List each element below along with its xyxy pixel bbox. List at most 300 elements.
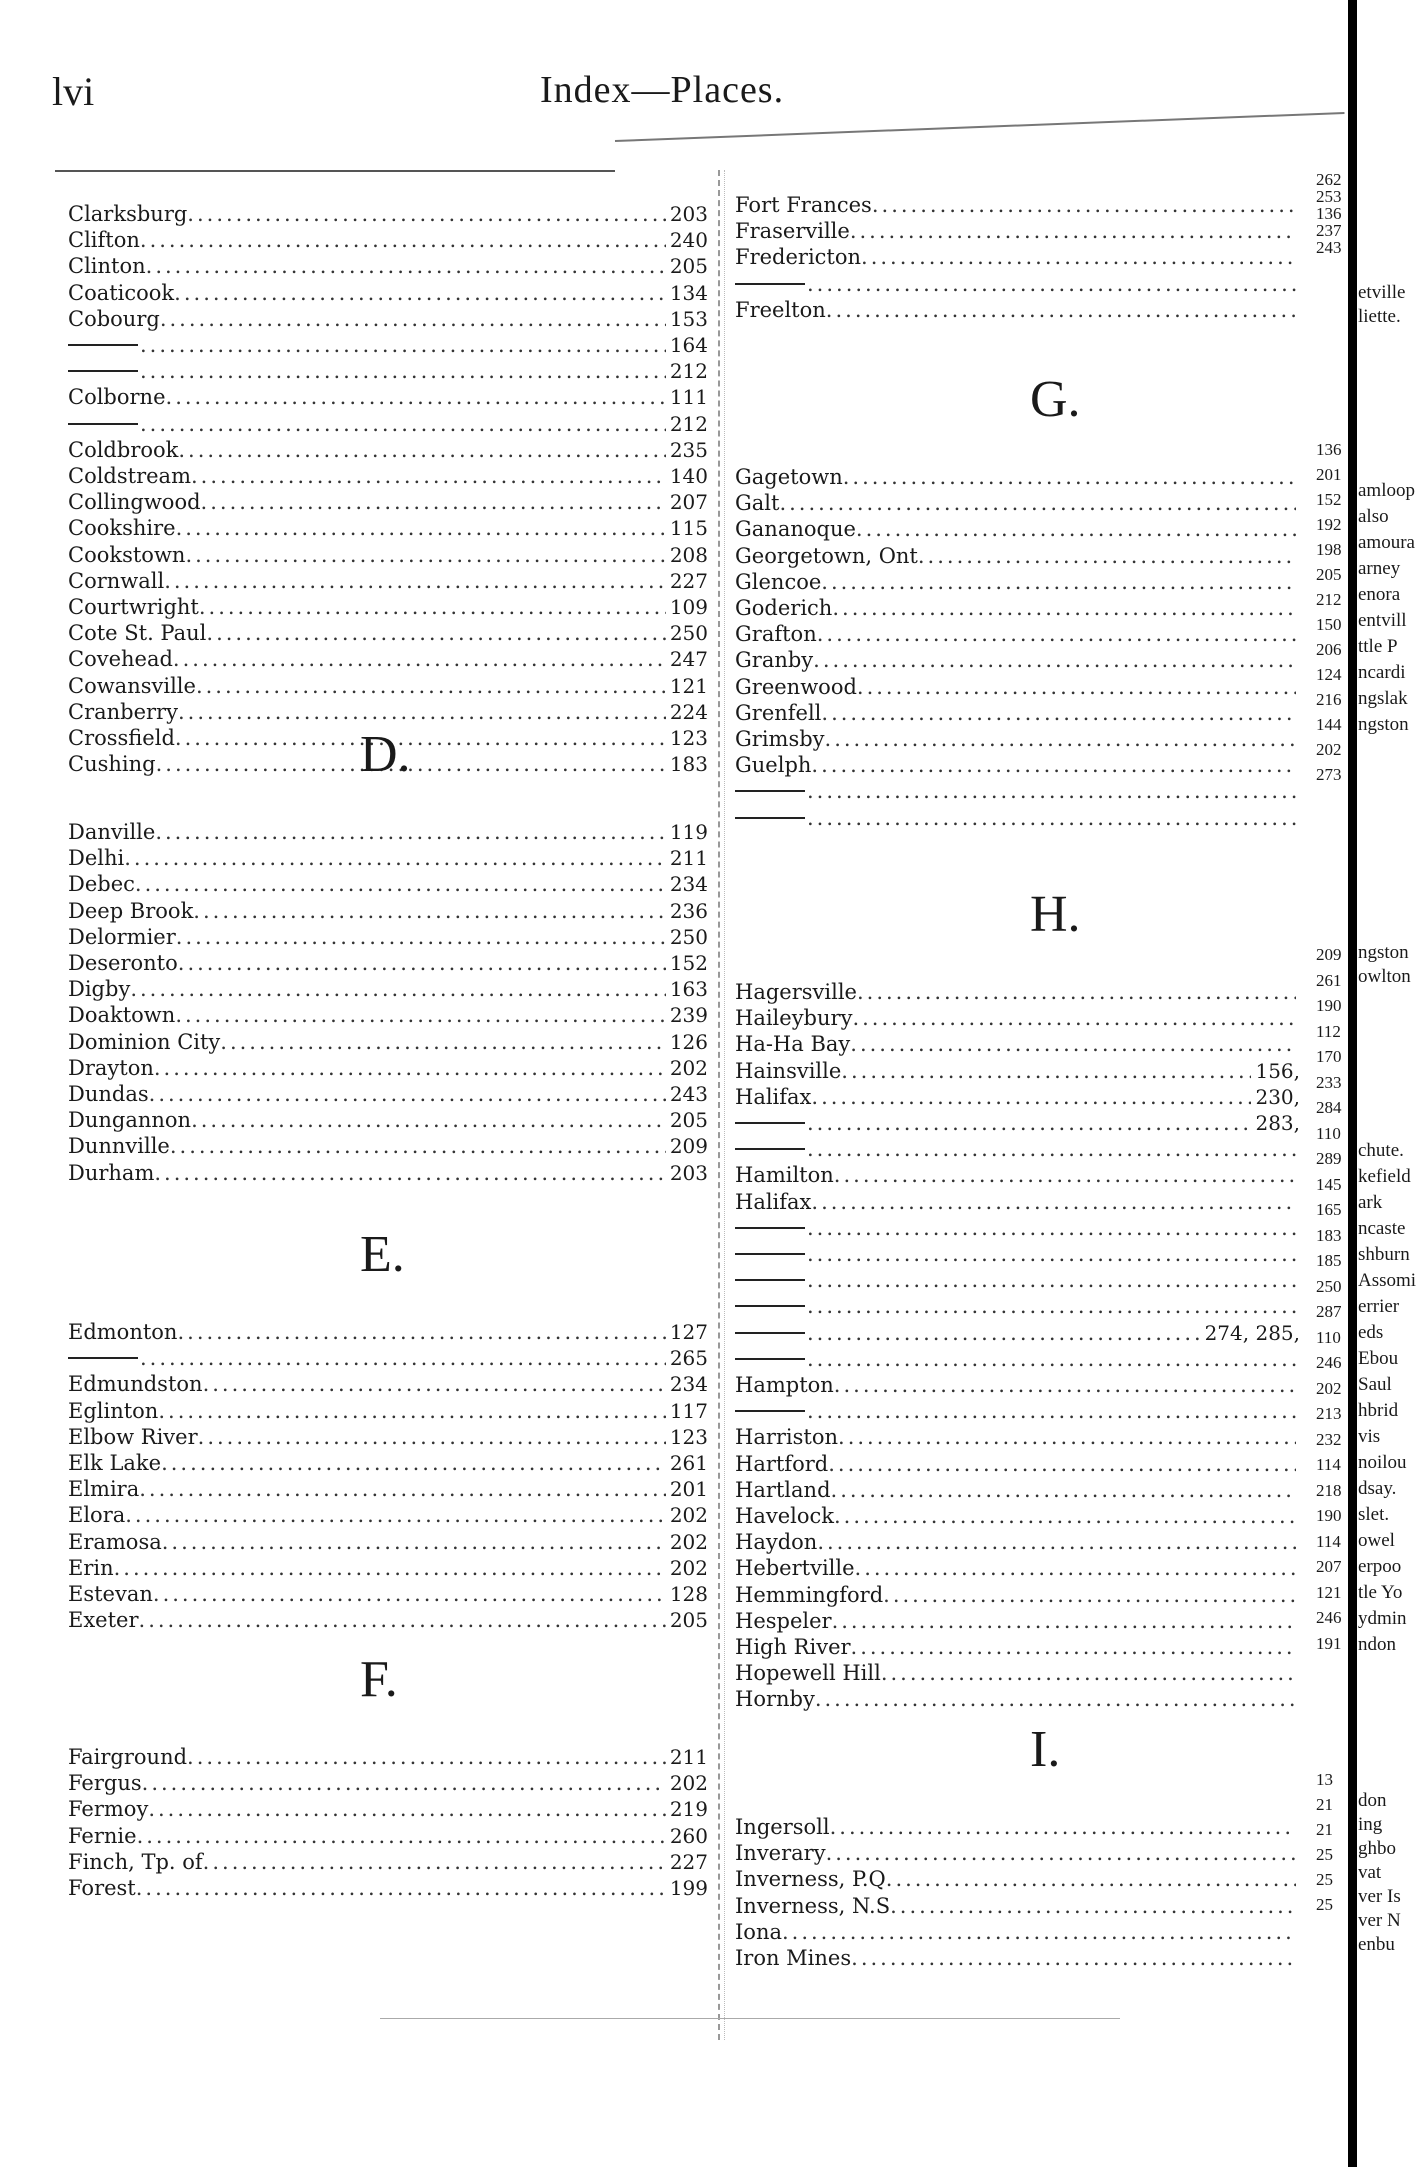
index-entry bbox=[68, 1608, 708, 1633]
dot-leader bbox=[196, 674, 666, 699]
index-entry bbox=[735, 1294, 1300, 1319]
entry-page-number: 203 bbox=[669, 1160, 708, 1185]
entry-page-number: 205 bbox=[669, 254, 708, 279]
entry-name: Dundas bbox=[68, 1082, 149, 1106]
index-entry bbox=[68, 1797, 708, 1822]
entry-name: Grenfell bbox=[735, 700, 822, 725]
edge-page-number: 152 bbox=[1316, 490, 1342, 509]
edge-text-fragment: owel bbox=[1358, 1530, 1395, 1551]
edge-page-number: 213 bbox=[1316, 1404, 1342, 1423]
entry-name: Doaktown bbox=[68, 1003, 176, 1028]
index-entry bbox=[68, 1161, 708, 1186]
edge-page-number: 202 bbox=[1316, 1378, 1342, 1398]
edge-text-fragment: ndon bbox=[1358, 1634, 1396, 1655]
entry-name: Dunnville bbox=[68, 1134, 170, 1159]
index-entry bbox=[68, 1876, 708, 1901]
index-entry bbox=[735, 1268, 1300, 1293]
entry-page-number: 205 bbox=[669, 1108, 708, 1133]
footer-rule bbox=[380, 2018, 1120, 2019]
header-rule bbox=[55, 170, 615, 172]
edge-page-number: 25 bbox=[1316, 1895, 1333, 1914]
entry-page-number: 207 bbox=[669, 490, 708, 515]
dot-leader bbox=[139, 1608, 666, 1633]
entry-name: Freelton bbox=[735, 297, 826, 322]
entry-page-number: 274, 285, bbox=[1204, 1320, 1300, 1345]
edge-page-number: 237 bbox=[1316, 221, 1342, 240]
index-entry bbox=[735, 298, 1300, 323]
index-entry bbox=[735, 219, 1300, 244]
entry-name: Crossfield bbox=[68, 726, 175, 750]
index-entry bbox=[735, 1452, 1300, 1477]
edge-page-number: 190 bbox=[1316, 996, 1342, 1015]
dot-leader bbox=[807, 1347, 1296, 1372]
dot-leader bbox=[857, 980, 1296, 1005]
dot-leader bbox=[177, 1320, 665, 1345]
index-entry bbox=[68, 899, 708, 924]
entry-page-number: 230, bbox=[1255, 1084, 1300, 1109]
dot-leader bbox=[838, 1425, 1296, 1450]
entry-page-number: 247 bbox=[669, 647, 708, 672]
index-entry bbox=[68, 977, 708, 1002]
dot-leader bbox=[148, 1797, 666, 1822]
dot-leader bbox=[779, 491, 1296, 516]
entry-page-number: 211 bbox=[669, 1745, 708, 1769]
entry-name: Fraserville bbox=[735, 219, 850, 244]
entry-name: Dominion City bbox=[68, 1029, 221, 1054]
dot-leader bbox=[139, 1477, 666, 1502]
edge-page-number: 121 bbox=[1316, 1582, 1342, 1602]
index-entry bbox=[735, 1137, 1300, 1162]
entry-page-number: 153 bbox=[669, 306, 708, 331]
edge-text-fragment: arney bbox=[1358, 558, 1401, 579]
entry-name: Fairground bbox=[68, 1745, 188, 1769]
index-entry bbox=[735, 1920, 1300, 1945]
entry-name: Hartford bbox=[735, 1451, 829, 1476]
dot-leader bbox=[187, 1745, 666, 1770]
entry-name: High River bbox=[735, 1635, 851, 1659]
dot-leader bbox=[831, 1478, 1296, 1503]
index-entry bbox=[68, 1745, 708, 1770]
edge-text-fragment: ngston bbox=[1358, 942, 1409, 963]
index-entry bbox=[68, 385, 708, 410]
dot-leader bbox=[156, 752, 666, 777]
edge-page-number: 165 bbox=[1316, 1200, 1342, 1219]
edge-text-fragment: shburn bbox=[1358, 1244, 1410, 1265]
index-entry bbox=[735, 648, 1300, 673]
edge-text-fragment: hbrid bbox=[1358, 1400, 1399, 1421]
entry-name: Deep Brook bbox=[68, 898, 194, 923]
dot-leader bbox=[140, 1346, 666, 1371]
ditto-dash bbox=[735, 817, 805, 819]
entry-name: Coaticook bbox=[68, 280, 175, 305]
header-rule-right bbox=[615, 112, 1345, 142]
dot-leader bbox=[834, 1163, 1296, 1188]
edge-text-fragment: ncaste bbox=[1358, 1218, 1406, 1239]
entry-page-number: 236 bbox=[669, 898, 708, 923]
edge-page-number: 170 bbox=[1316, 1047, 1342, 1066]
dot-leader bbox=[164, 569, 666, 594]
ditto-dash bbox=[735, 1305, 805, 1307]
dot-leader bbox=[851, 1946, 1296, 1971]
index-entry bbox=[68, 1824, 708, 1849]
ditto-dash bbox=[735, 1253, 805, 1255]
edge-text-fragment: Saul bbox=[1358, 1374, 1392, 1395]
column-divider-inner bbox=[724, 170, 725, 2040]
entry-name: Hartland bbox=[735, 1477, 831, 1502]
index-entry bbox=[735, 465, 1300, 490]
entry-page-number: 128 bbox=[669, 1582, 708, 1606]
entry-name: Clinton bbox=[68, 254, 146, 279]
dot-leader bbox=[124, 846, 666, 871]
index-entry bbox=[68, 647, 708, 672]
index-entry bbox=[68, 1451, 708, 1476]
index-entry bbox=[735, 675, 1300, 700]
edge-page-number: 205 bbox=[1316, 565, 1342, 584]
index-entry bbox=[68, 438, 708, 463]
index-entry bbox=[68, 1771, 708, 1796]
entry-name: Eramosa bbox=[68, 1529, 162, 1554]
edge-page-number: 112 bbox=[1316, 1021, 1341, 1041]
edge-text-fragment: ark bbox=[1358, 1192, 1383, 1213]
edge-text-fragment: amloop bbox=[1358, 480, 1415, 501]
edge-page-number: 253 bbox=[1316, 187, 1342, 206]
entry-page-number: 250 bbox=[669, 924, 708, 949]
entry-name: Halifax bbox=[735, 1084, 812, 1109]
entry-name: Goderich bbox=[735, 596, 833, 620]
entry-page-number: 227 bbox=[669, 1849, 708, 1874]
index-entry bbox=[68, 254, 708, 279]
index-entry bbox=[735, 980, 1300, 1005]
dot-leader bbox=[176, 516, 666, 541]
entry-name: Glencoe bbox=[735, 569, 822, 594]
entry-name: Gananoque bbox=[735, 517, 856, 542]
dot-leader bbox=[826, 1841, 1296, 1866]
edge-text-fragment: ver N bbox=[1358, 1910, 1401, 1931]
entry-page-number: 239 bbox=[669, 1003, 708, 1028]
dot-leader bbox=[149, 1082, 666, 1107]
dot-leader bbox=[830, 1815, 1296, 1840]
entry-name: Hainsville bbox=[735, 1058, 842, 1083]
index-entry bbox=[68, 569, 708, 594]
entry-page-number: 202 bbox=[669, 1771, 708, 1796]
dot-leader bbox=[850, 1032, 1296, 1057]
index-entry bbox=[735, 1373, 1300, 1398]
entry-name: Cookshire bbox=[68, 516, 176, 541]
edge-text-fragment: also bbox=[1358, 506, 1389, 527]
edge-page-number: 209 bbox=[1316, 945, 1342, 964]
dot-leader bbox=[136, 1876, 666, 1901]
page-title: Index—Places. bbox=[540, 69, 785, 111]
dot-leader bbox=[140, 359, 666, 384]
dot-leader bbox=[832, 596, 1296, 621]
ditto-dash bbox=[735, 283, 805, 285]
dot-leader bbox=[841, 1059, 1251, 1084]
entry-name: Drayton bbox=[68, 1055, 154, 1080]
dot-leader bbox=[852, 1006, 1296, 1031]
index-entry bbox=[735, 1867, 1300, 1892]
dot-leader bbox=[817, 622, 1296, 647]
dot-leader bbox=[173, 647, 666, 672]
edge-page-number: 202 bbox=[1316, 740, 1342, 759]
edge-page-number: 183 bbox=[1316, 1225, 1342, 1245]
entry-name: Hornby bbox=[735, 1687, 815, 1712]
index-entry bbox=[68, 464, 708, 489]
index-entry bbox=[735, 491, 1300, 516]
ditto-dash bbox=[735, 1279, 805, 1281]
index-entry bbox=[68, 412, 708, 437]
index-entry bbox=[68, 1477, 708, 1502]
edge-text-fragment: ngslak bbox=[1358, 688, 1408, 709]
edge-text-fragment: dsay. bbox=[1358, 1478, 1397, 1499]
index-entry bbox=[68, 1082, 708, 1107]
index-entry bbox=[68, 951, 708, 976]
section-letter: I. bbox=[1030, 1721, 1061, 1778]
entry-name: Coldstream bbox=[68, 464, 191, 488]
dot-leader bbox=[825, 727, 1296, 752]
edge-page-number: 192 bbox=[1316, 515, 1342, 534]
edge-page-number: 218 bbox=[1316, 1480, 1342, 1500]
edge-text-fragment: errier bbox=[1358, 1296, 1400, 1317]
entry-name: Clarksburg bbox=[68, 202, 188, 226]
dot-leader bbox=[807, 1268, 1296, 1293]
index-entry bbox=[735, 1894, 1300, 1919]
index-entry bbox=[735, 1032, 1300, 1057]
dot-leader bbox=[807, 1242, 1296, 1267]
entry-page-number: 283, bbox=[1255, 1111, 1300, 1135]
edge-text-fragment: eds bbox=[1358, 1322, 1384, 1343]
index-entry bbox=[735, 1841, 1300, 1866]
entry-name: Finch, Tp. of bbox=[68, 1849, 203, 1874]
index-entry bbox=[735, 1425, 1300, 1450]
dot-leader bbox=[203, 1850, 666, 1875]
dot-leader bbox=[125, 1503, 666, 1528]
entry-name: Coldbrook bbox=[68, 437, 179, 462]
dot-leader bbox=[890, 1894, 1296, 1919]
index-entry bbox=[735, 1687, 1300, 1712]
index-entry bbox=[68, 1134, 708, 1159]
dot-leader bbox=[142, 1771, 666, 1796]
index-entry bbox=[68, 925, 708, 950]
entry-name: Fergus bbox=[68, 1771, 142, 1796]
dot-leader bbox=[828, 1452, 1296, 1477]
index-entry bbox=[68, 1556, 708, 1581]
edge-page-number: 25 bbox=[1316, 1845, 1333, 1864]
entry-name: Granby bbox=[735, 648, 814, 673]
dot-leader bbox=[178, 700, 666, 725]
index-entry bbox=[735, 1583, 1300, 1608]
dot-leader bbox=[821, 570, 1296, 595]
entry-name: Haydon bbox=[735, 1530, 818, 1555]
entry-page-number: 234 bbox=[669, 1372, 708, 1397]
entry-name: Fernie bbox=[68, 1823, 137, 1848]
dot-leader bbox=[886, 1867, 1296, 1892]
index-entry bbox=[68, 595, 708, 620]
index-entry bbox=[735, 570, 1300, 595]
edge-text-fragment: chute. bbox=[1358, 1140, 1404, 1161]
section-letter: H. bbox=[1030, 886, 1081, 943]
index-entry bbox=[68, 333, 708, 358]
entry-name: Edmonton bbox=[68, 1320, 178, 1344]
index-entry bbox=[735, 1815, 1300, 1840]
dot-leader bbox=[146, 254, 666, 279]
dot-leader bbox=[826, 298, 1296, 323]
entry-page-number: 199 bbox=[669, 1876, 708, 1900]
entry-page-number: 183 bbox=[669, 752, 708, 777]
edge-page-number: 243 bbox=[1316, 238, 1342, 257]
dot-leader bbox=[174, 281, 666, 306]
edge-page-number: 287 bbox=[1316, 1302, 1342, 1321]
entry-name: Colborne bbox=[68, 385, 166, 410]
index-entry bbox=[68, 1582, 708, 1607]
dot-leader bbox=[856, 517, 1296, 542]
section-letter: E. bbox=[360, 1226, 405, 1283]
entry-name: Cookstown bbox=[68, 542, 186, 567]
entry-name: Hagersville bbox=[735, 980, 857, 1004]
dot-leader bbox=[198, 1425, 666, 1450]
entry-name: Dungannon bbox=[68, 1108, 192, 1133]
dot-leader bbox=[811, 753, 1296, 778]
edge-text-fragment: ing bbox=[1358, 1814, 1383, 1835]
entry-name: Debec bbox=[68, 872, 135, 897]
dot-leader bbox=[811, 1085, 1251, 1110]
dot-leader bbox=[140, 412, 666, 437]
edge-text-fragment: erpoo bbox=[1358, 1556, 1402, 1577]
entry-name: Delhi bbox=[68, 846, 125, 871]
entry-name: Courtwright bbox=[68, 595, 199, 619]
edge-text-fragment: owlton bbox=[1358, 966, 1411, 987]
entry-page-number: 111 bbox=[669, 385, 708, 410]
dot-leader bbox=[843, 465, 1296, 490]
entry-name: Deseronto bbox=[68, 951, 178, 975]
entry-page-number: 117 bbox=[669, 1398, 708, 1423]
entry-page-number: 208 bbox=[669, 542, 708, 567]
entry-name: Cornwall bbox=[68, 568, 165, 593]
entry-name: Halifax bbox=[735, 1189, 812, 1214]
ditto-dash bbox=[735, 1358, 805, 1360]
edge-page-number: 273 bbox=[1316, 765, 1342, 784]
edge-page-number: 261 bbox=[1316, 970, 1342, 990]
entry-page-number: 234 bbox=[669, 872, 708, 897]
entry-name: Erin bbox=[68, 1555, 114, 1580]
dot-leader bbox=[154, 1056, 666, 1081]
entry-name: Elmira bbox=[68, 1477, 140, 1502]
entry-name: Fort Frances bbox=[735, 193, 872, 217]
section-letter: F. bbox=[360, 1651, 398, 1708]
edge-page-number: 201 bbox=[1316, 465, 1342, 484]
dot-leader bbox=[807, 1399, 1296, 1424]
entry-page-number: 152 bbox=[669, 951, 708, 975]
entry-name: Eglinton bbox=[68, 1398, 159, 1423]
dot-leader bbox=[135, 872, 666, 897]
ditto-dash bbox=[735, 1148, 805, 1150]
edge-page-number: 250 bbox=[1316, 1276, 1342, 1296]
entry-page-number: 212 bbox=[669, 411, 708, 436]
dot-leader bbox=[193, 899, 666, 924]
dot-leader bbox=[201, 490, 666, 515]
dot-leader bbox=[834, 1373, 1296, 1398]
edge-page-number: 246 bbox=[1316, 1353, 1342, 1372]
edge-text-fragment: ydmin bbox=[1358, 1608, 1407, 1629]
entry-page-number: 202 bbox=[669, 1055, 708, 1080]
entry-name: Edmundston bbox=[68, 1372, 203, 1397]
dot-leader bbox=[817, 1530, 1296, 1555]
ditto-dash bbox=[68, 370, 138, 372]
dot-leader bbox=[166, 385, 666, 410]
entry-name: Forest bbox=[68, 1876, 136, 1900]
dot-leader bbox=[185, 543, 665, 568]
entry-page-number: 127 bbox=[669, 1320, 708, 1344]
entry-name: Clifton bbox=[68, 228, 140, 253]
entry-name: Ha-Ha Bay bbox=[735, 1032, 851, 1057]
edge-text-fragment: ttle P bbox=[1358, 636, 1398, 657]
index-entry bbox=[735, 1556, 1300, 1581]
index-entry bbox=[735, 701, 1300, 726]
edge-text-fragment: Ebou bbox=[1358, 1348, 1399, 1369]
entry-page-number: 115 bbox=[669, 516, 708, 541]
index-entry bbox=[735, 245, 1300, 270]
page-number: lvi bbox=[52, 69, 95, 114]
dot-leader bbox=[821, 701, 1296, 726]
entry-page-number: 123 bbox=[669, 726, 708, 750]
edge-page-number: 212 bbox=[1316, 590, 1342, 609]
index-entry bbox=[68, 1530, 708, 1555]
edge-page-number: 110 bbox=[1316, 1327, 1341, 1347]
entry-page-number: 240 bbox=[669, 228, 708, 253]
dot-leader bbox=[191, 1108, 666, 1133]
entry-page-number: 202 bbox=[669, 1529, 708, 1554]
edge-text-fragment: enbu bbox=[1358, 1934, 1395, 1955]
entry-name: Gagetown bbox=[735, 465, 843, 489]
index-entry bbox=[735, 753, 1300, 778]
dot-leader bbox=[162, 1530, 666, 1555]
entry-name: Inverary bbox=[735, 1841, 826, 1866]
edge-text-fragment: entvill bbox=[1358, 610, 1407, 631]
dot-leader bbox=[807, 806, 1296, 831]
dot-leader bbox=[187, 202, 666, 227]
dot-leader bbox=[807, 779, 1296, 804]
edge-text-fragment: amoura bbox=[1358, 532, 1415, 553]
index-entry bbox=[68, 1003, 708, 1028]
entry-name: Grafton bbox=[735, 622, 817, 647]
edge-text-fragment: ghbo bbox=[1358, 1838, 1396, 1859]
entry-name: Delormier bbox=[68, 924, 176, 949]
entry-page-number: 156, bbox=[1255, 1058, 1300, 1083]
dot-leader bbox=[861, 245, 1296, 270]
index-entry bbox=[735, 622, 1300, 647]
entry-page-number: 209 bbox=[669, 1134, 708, 1159]
index-entry bbox=[735, 517, 1300, 542]
entry-name: Iona bbox=[735, 1919, 782, 1944]
entry-page-number: 265 bbox=[669, 1346, 708, 1371]
dot-leader bbox=[220, 1030, 666, 1055]
edge-page-number: 136 bbox=[1316, 204, 1342, 223]
entry-page-number: 202 bbox=[669, 1503, 708, 1528]
entry-name: Grimsby bbox=[735, 727, 825, 751]
dot-leader bbox=[140, 228, 666, 253]
dot-leader bbox=[178, 438, 665, 463]
edge-page-number: 233 bbox=[1316, 1072, 1342, 1092]
index-entry bbox=[735, 1321, 1300, 1346]
index-entry bbox=[735, 727, 1300, 752]
edge-page-number: 21 bbox=[1316, 1820, 1333, 1839]
dot-leader bbox=[782, 1920, 1296, 1945]
ditto-dash bbox=[68, 1357, 138, 1359]
entry-page-number: 134 bbox=[669, 280, 708, 305]
book-spine bbox=[1348, 0, 1357, 2167]
entry-name: Haileybury bbox=[735, 1006, 853, 1031]
entry-page-number: 227 bbox=[669, 568, 708, 593]
index-entry bbox=[735, 1006, 1300, 1031]
